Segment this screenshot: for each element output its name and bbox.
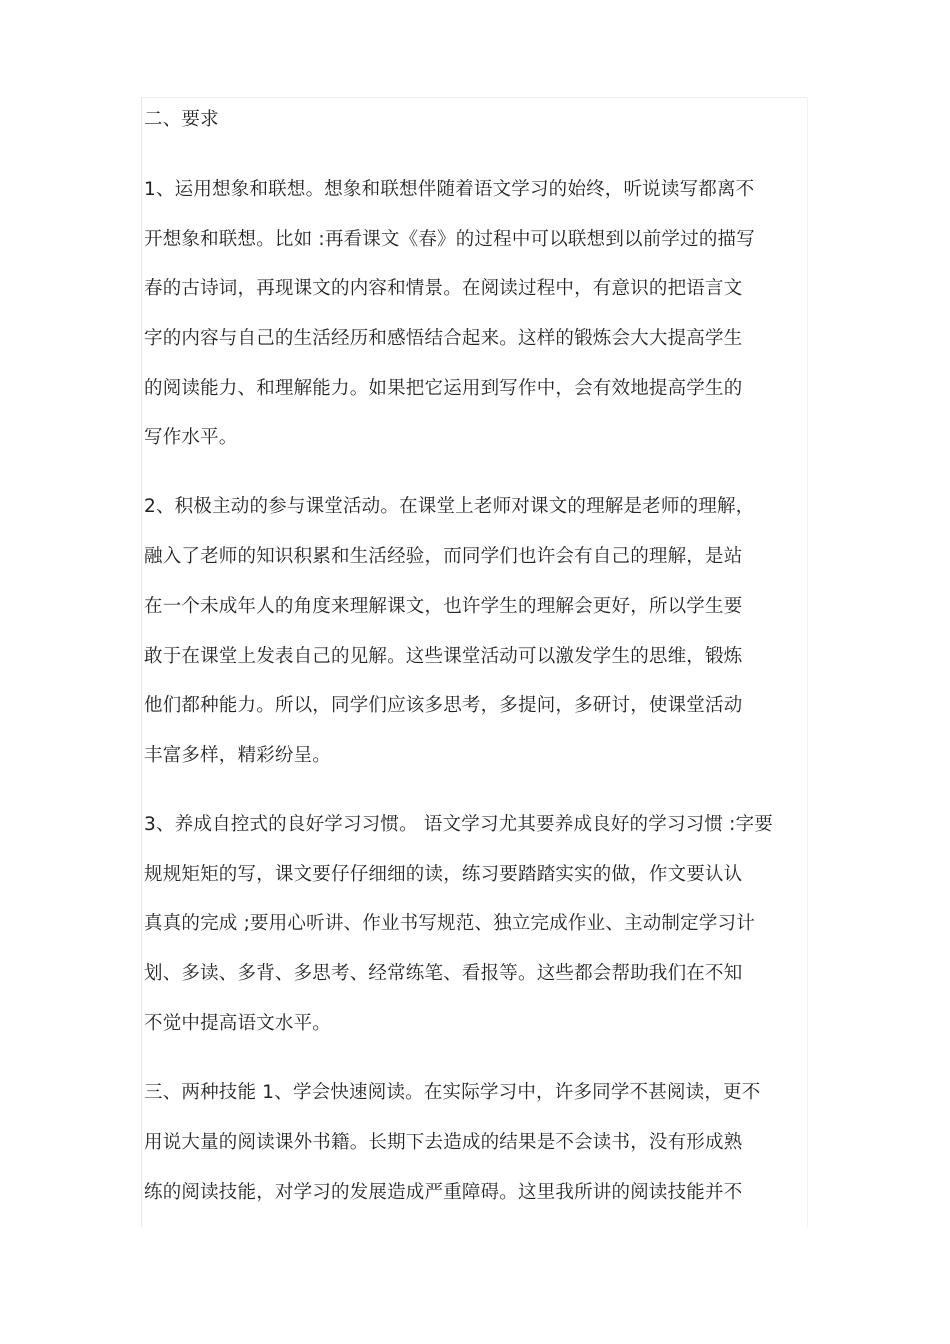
paragraph-1-line-2: 开想象和联想。比如 :再看课文《春》的过程中可以联想到以前学过的描写 bbox=[144, 229, 755, 250]
paragraph-3-line-4: 划、多读、多背、多思考、经常练笔、看报等。这些都会帮助我们在不知 bbox=[144, 963, 743, 984]
paragraph-3-line-3: 真真的完成 ;要用心听讲、作业书写规范、独立完成作业、主动制定学习计 bbox=[144, 913, 755, 934]
section-heading: 二、要求 bbox=[144, 109, 219, 130]
paragraph-4-line-2: 用说大量的阅读课外书籍。长期下去造成的结果是不会读书，没有形成熟 bbox=[144, 1132, 743, 1153]
paragraph-1-line-4: 字的内容与自己的生活经历和感悟结合起来。这样的锻炼会大大提高学生 bbox=[144, 328, 743, 349]
paragraph-2-line-3: 在一个未成年人的角度来理解课文，也许学生的理解会更好，所以学生要 bbox=[144, 596, 743, 617]
paragraph-4-line-1: 三、两种技能 1、学会快速阅读。在实际学习中，许多同学不甚阅读，更不 bbox=[144, 1082, 761, 1103]
paragraph-2-line-6: 丰富多样，精彩纷呈。 bbox=[144, 745, 332, 766]
paragraph-3-line-1: 3、养成自控式的良好学习习惯。 语文学习尤其要养成良好的学习习惯 :字要 bbox=[144, 814, 773, 835]
paragraph-1-line-5: 的阅读能力、和理解能力。如果把它运用到写作中，会有效地提高学生的 bbox=[144, 378, 743, 399]
paragraph-1-line-6: 写作水平。 bbox=[144, 427, 238, 448]
paragraph-3-line-5: 不觉中提高语文水平。 bbox=[144, 1013, 332, 1034]
paragraph-2-line-1: 2、积极主动的参与课堂活动。在课堂上老师对课文的理解是老师的理解， bbox=[144, 496, 755, 517]
paragraph-1-line-1: 1、运用想象和联想。想象和联想伴随着语文学习的始终，听说读写都离不 bbox=[144, 179, 755, 200]
paragraph-1-line-3: 春的古诗词，再现课文的内容和情景。在阅读过程中，有意识的把语言文 bbox=[144, 278, 743, 299]
paragraph-4-line-3: 练的阅读技能，对学习的发展造成严重障碍。这里我所讲的阅读技能并不 bbox=[144, 1182, 743, 1203]
paragraph-3-line-2: 规规矩矩的写，课文要仔仔细细的读，练习要踏踏实实的做，作文要认认 bbox=[144, 864, 743, 885]
paragraph-2-line-4: 敢于在课堂上发表自己的见解。这些课堂活动可以激发学生的思维，锻炼 bbox=[144, 646, 743, 667]
paragraph-2-line-2: 融入了老师的知识积累和生活经验，而同学们也许会有自己的理解，是站 bbox=[144, 546, 743, 567]
paragraph-2-line-5: 他们都种能力。所以，同学们应该多思考，多提问，多研讨，使课堂活动 bbox=[144, 695, 743, 716]
